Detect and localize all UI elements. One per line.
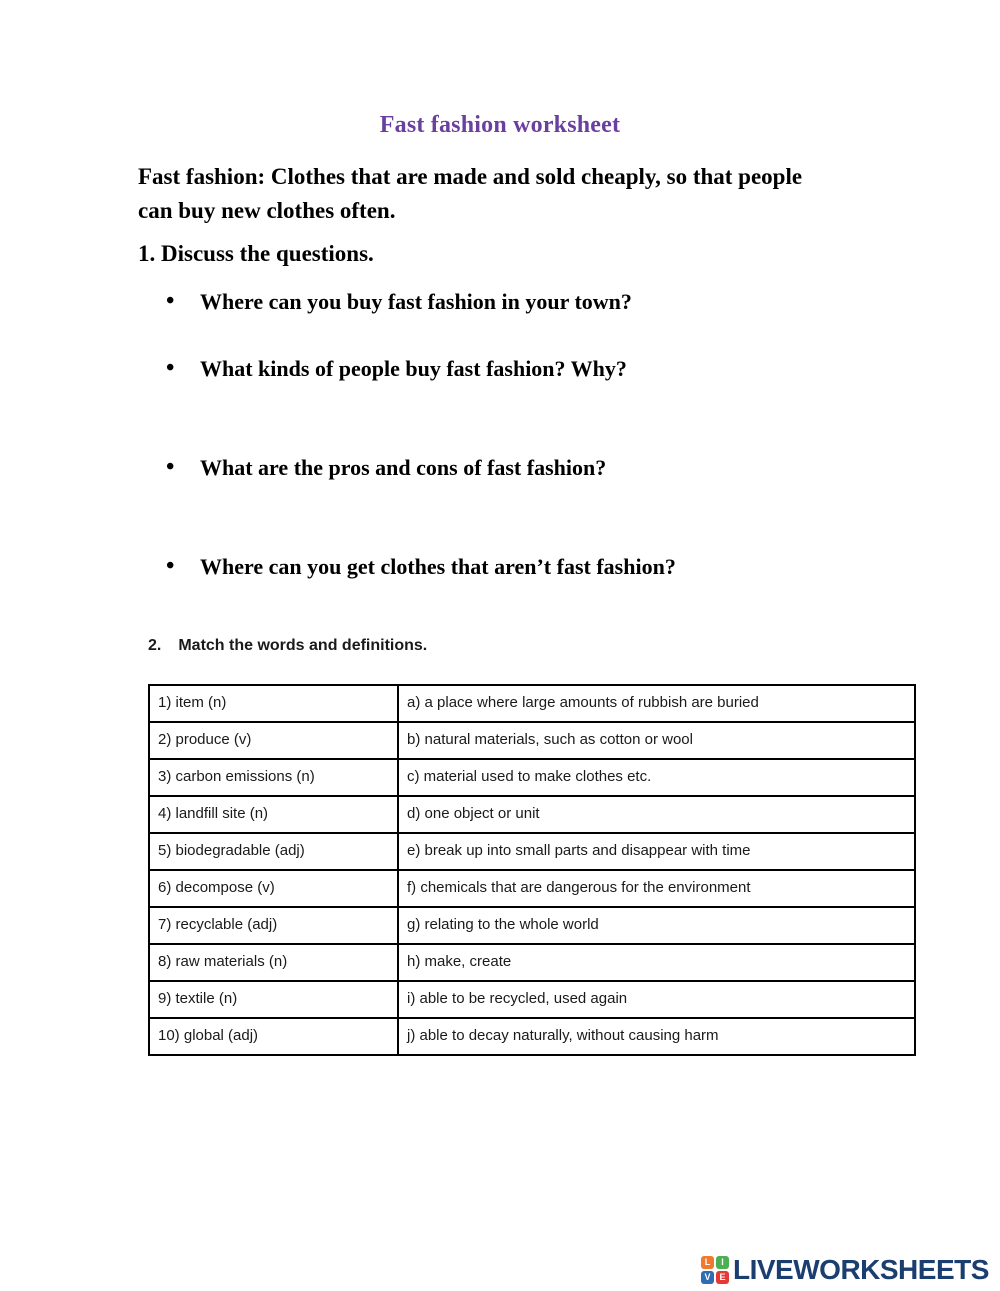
match-words-table <box>148 684 916 1056</box>
discussion-question: • What are the pros and cons of fast fashion? <box>166 453 886 483</box>
liveworksheets-logo <box>701 1253 989 1287</box>
definition-cell: a) a place where large amounts of rubbish are buried <box>398 685 915 722</box>
discussion-question: • What kinds of people buy fast fashion? Why? <box>166 354 886 384</box>
table-row <box>149 944 915 981</box>
definition-cell: e) break up into small parts and disappear with time <box>398 833 915 870</box>
word-cell: 5) biodegradable (adj) <box>149 833 398 870</box>
table-row <box>149 796 915 833</box>
logo-tile-i: I <box>716 1256 729 1269</box>
table-row <box>149 722 915 759</box>
section2-heading <box>148 637 427 655</box>
definition-cell: b) natural materials, such as cotton or wool <box>398 722 915 759</box>
word-cell: 7) recyclable (adj) <box>149 907 398 944</box>
discussion-question: • Where can you buy fast fashion in your town? <box>166 287 886 317</box>
word-cell: 3) carbon emissions (n) <box>149 759 398 796</box>
definition-cell: d) one object or unit <box>398 796 915 833</box>
table-row <box>149 833 915 870</box>
word-cell: 6) decompose (v) <box>149 870 398 907</box>
liveworksheets-logo-icon <box>701 1256 729 1284</box>
word-cell: 10) global (adj) <box>149 1018 398 1055</box>
word-cell: 1) item (n) <box>149 685 398 722</box>
logo-tile-e: E <box>716 1271 729 1284</box>
section2-heading-text: Match the words and definitions. <box>178 637 428 654</box>
table-row <box>149 907 915 944</box>
table-row <box>149 870 915 907</box>
definition-cell: i) able to be recycled, used again <box>398 981 915 1018</box>
word-cell: 4) landfill site (n) <box>149 796 398 833</box>
word-cell: 2) produce (v) <box>149 722 398 759</box>
definition-cell: j) able to decay naturally, without causing harm <box>398 1018 915 1055</box>
discussion-question: • Where can you get clothes that aren’t fast fashion? <box>166 552 886 582</box>
table-row <box>149 685 915 722</box>
definition-cell: g) relating to the whole world <box>398 907 915 944</box>
match-table-body <box>149 685 915 1055</box>
table-row <box>149 759 915 796</box>
definition-cell: c) material used to make clothes etc. <box>398 759 915 796</box>
definition-cell: f) chemicals that are dangerous for the environment <box>398 870 915 907</box>
discussion-question-list <box>166 287 886 582</box>
liveworksheets-wordmark: LIVEWORKSHEETS <box>733 1254 989 1285</box>
section2-number: 2. <box>148 637 162 654</box>
logo-tile-v: V <box>701 1271 714 1284</box>
word-cell: 8) raw materials (n) <box>149 944 398 981</box>
table-row <box>149 1018 915 1055</box>
page-title: Fast fashion worksheet <box>379 112 621 138</box>
logo-tile-l: L <box>701 1256 714 1269</box>
table-row <box>149 981 915 1018</box>
fast-fashion-definition: Fast fashion: Clothes that are made and sold cheaply, so that people can buy new clothes often. <box>138 164 803 223</box>
definition-cell: h) make, create <box>398 944 915 981</box>
section1-heading: 1. Discuss the questions. <box>138 241 374 266</box>
word-cell: 9) textile (n) <box>149 981 398 1018</box>
